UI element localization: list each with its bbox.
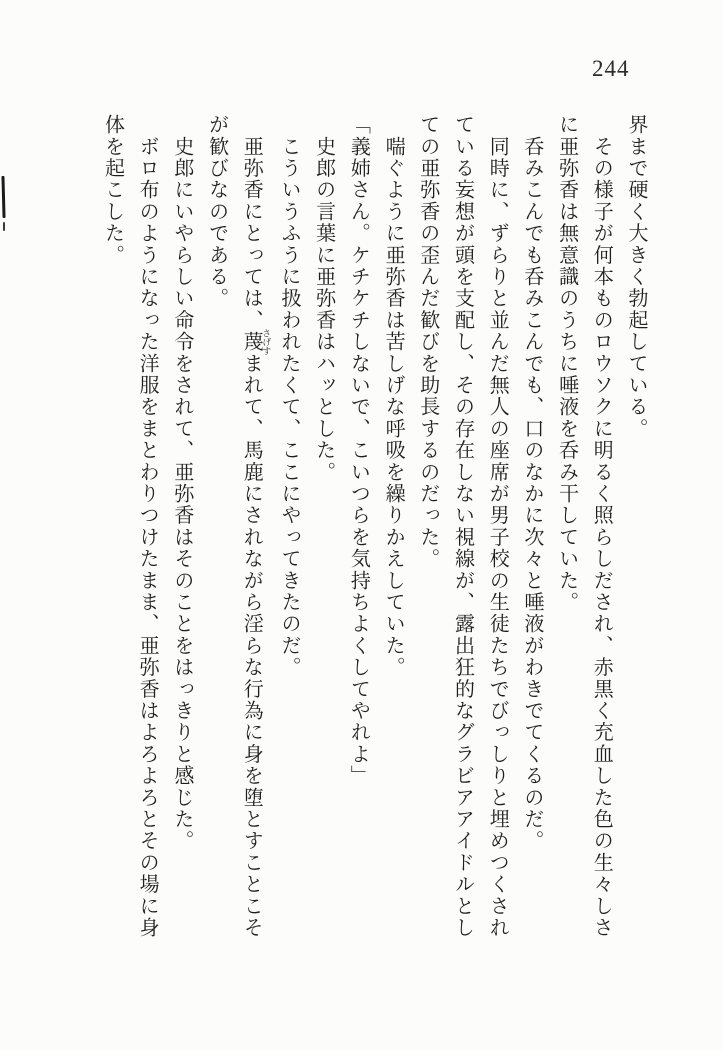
text-line: こういうふうに扱われたくて、ここにやってきたのだ。 (277, 114, 300, 679)
text-segment: まれて、馬鹿にされながら淫らな行為に身を堕とすことこそ (240, 352, 263, 939)
text-line: が歓びなのである。 (205, 114, 228, 310)
ruby-annotation (240, 328, 272, 356)
scan-artifact-mark (1, 176, 5, 218)
text-line: 喘ぐように亜弥香は苦しげな呼吸を繰りかえしていた。 (382, 114, 405, 679)
text-block (95, 114, 653, 950)
text-line: 史郎にいやらしい命令をされて、亜弥香はそのことをはっきりと感じた。 (170, 114, 193, 852)
page-number: 244 (592, 56, 630, 81)
ruby-base: 蔑 (240, 328, 263, 356)
text-line: 体を起こした。 (101, 114, 124, 266)
text-line: 同時に、ずらりと並んだ無人の座席が男子校の生徒たちでびっしりと埋めつくされ (486, 114, 509, 939)
text-line: その様子が何本ものロウソクに明るく照らしだされ、赤黒く充血した色の生々しさ (590, 114, 613, 939)
scan-artifact-dot (3, 222, 5, 231)
text-line: ての亜弥香の歪んだ歓びを助長するのだった。 (416, 114, 439, 570)
text-segment: 亜弥香にとっては、 (240, 114, 263, 331)
text-line: ボロ布のようになった洋服をまとわりつけたまま、亜弥香はよろよろとその場に身 (136, 114, 159, 939)
ruby-text: さげす (261, 328, 272, 356)
text-line: 史郎の言葉に亜弥香はハッとした。 (312, 114, 335, 483)
text-line: に亜弥香は無意識のうちに唾液を呑み干していた。 (555, 114, 578, 614)
text-line-with-ruby (234, 114, 272, 950)
text-line: 「義姉さん。ケチケチしないで、こいつらを気持ちよくしてやれよ」 (347, 114, 370, 787)
text-line: 呑みこんでも呑みこんでも、口のなかに次々と唾液がわきでてくるのだ。 (520, 114, 543, 852)
text-line: 界まで硬く大きく勃起している。 (625, 114, 647, 440)
text-line: ている妄想が頭を支配し、その存在しない視線が、露出狂的なグラビアアイドルとし (451, 114, 474, 939)
